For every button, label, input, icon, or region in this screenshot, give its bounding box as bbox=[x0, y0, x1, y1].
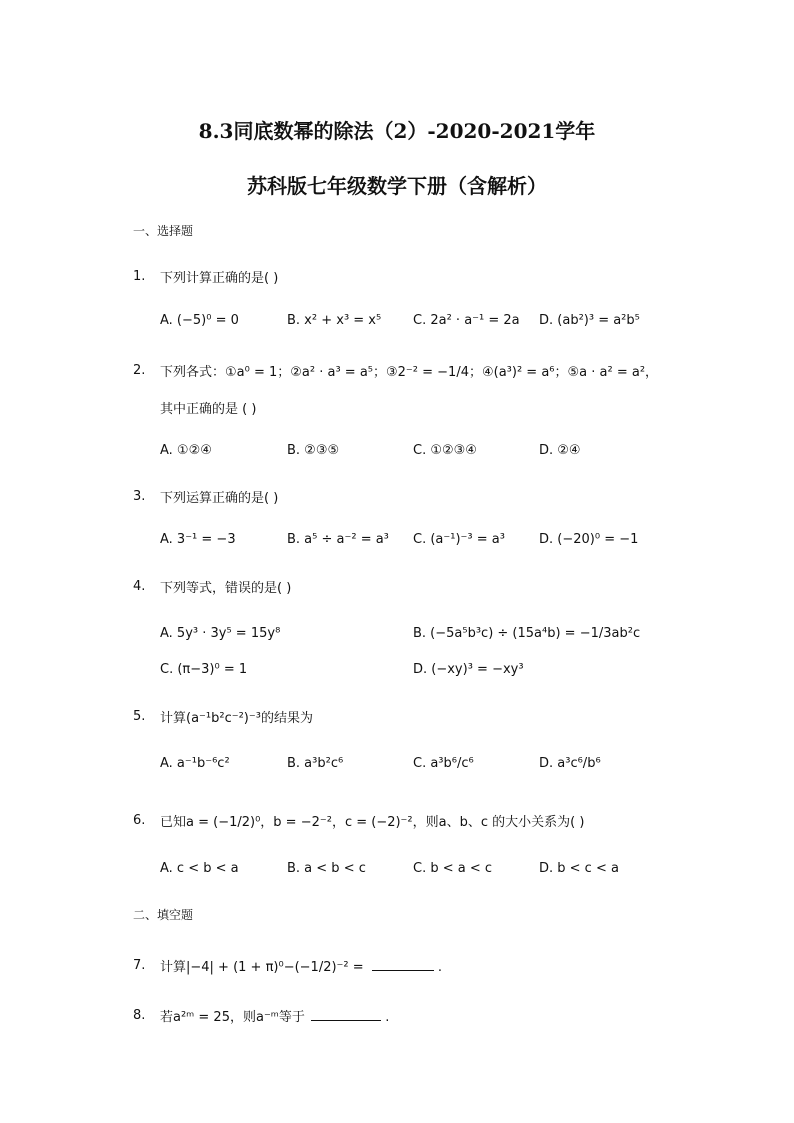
question-text: 若a²ᵐ = 25，则a⁻ᵐ等于 bbox=[160, 1010, 305, 1025]
option-b: B. ②③⑤ bbox=[287, 443, 340, 458]
option-d: D. (−20)⁰ = −1 bbox=[539, 532, 639, 547]
option-b: B. a³b²c⁶ bbox=[287, 756, 344, 771]
answer-blank bbox=[311, 1008, 381, 1021]
option-c: C. ①②③④ bbox=[413, 443, 477, 458]
option-d: D. b < c < a bbox=[539, 861, 619, 876]
option-d: D. (ab²)³ = a²b⁵ bbox=[539, 313, 640, 328]
option-c: C. a³b⁶/c⁶ bbox=[413, 756, 474, 771]
question-number: 2. bbox=[133, 363, 146, 378]
option-a: A. 3⁻¹ = −3 bbox=[160, 532, 236, 547]
option-a: A. ①②④ bbox=[160, 443, 212, 458]
option-b: B. (−5a⁵b³c) ÷ (15a⁴b) = −1/3ab²c bbox=[413, 626, 641, 641]
page-subtitle: 苏科版七年级数学下册（含解析） bbox=[247, 174, 547, 198]
question-text: 下列等式，错误的是( ) bbox=[160, 581, 292, 596]
option-c: C. 2a² · a⁻¹ = 2a bbox=[413, 313, 520, 328]
option-a: A. a⁻¹b⁻⁶c² bbox=[160, 756, 230, 771]
option-b: B. a < b < c bbox=[287, 861, 366, 876]
question-number: 6. bbox=[133, 813, 146, 828]
question-fill-row bbox=[160, 1006, 389, 1025]
question-number: 3. bbox=[133, 489, 146, 504]
question-number: 7. bbox=[133, 958, 146, 973]
question-text-continued: 其中正确的是 ( ) bbox=[160, 402, 257, 417]
question-text: 计算|−4| + (1 + π)⁰−(−1/2)⁻² = bbox=[160, 960, 364, 975]
question-tail: . bbox=[385, 1010, 390, 1025]
option-b: B. a⁵ ÷ a⁻² = a³ bbox=[287, 532, 389, 547]
option-a: A. (−5)⁰ = 0 bbox=[160, 313, 239, 328]
option-c: C. (π−3)⁰ = 1 bbox=[160, 662, 248, 677]
question-number: 1. bbox=[133, 269, 146, 284]
section-heading-choice: 一、选择题 bbox=[133, 224, 194, 238]
question-fill-row bbox=[160, 956, 442, 975]
option-b: B. x² + x³ = x⁵ bbox=[287, 313, 382, 328]
question-text: 下列各式：①a⁰ = 1；②a² · a³ = a⁵；③2⁻² = −1/4；④(a³)² = a⁶；⑤a · a² = a²， bbox=[160, 365, 659, 380]
section-heading-fill: 二、填空题 bbox=[133, 908, 194, 922]
page-title: 8.3同底数幂的除法（2）-2020-2021学年 bbox=[198, 119, 596, 143]
option-c: C. b < a < c bbox=[413, 861, 493, 876]
question-text: 下列运算正确的是( ) bbox=[160, 491, 279, 506]
question-number: 8. bbox=[133, 1008, 146, 1023]
option-d: D. ②④ bbox=[539, 443, 581, 458]
option-c: C. (a⁻¹)⁻³ = a³ bbox=[413, 532, 505, 547]
option-d: D. a³c⁶/b⁶ bbox=[539, 756, 601, 771]
question-number: 4. bbox=[133, 579, 146, 594]
question-text: 下列计算正确的是( ) bbox=[160, 271, 279, 286]
question-number: 5. bbox=[133, 709, 146, 724]
answer-blank bbox=[372, 958, 434, 971]
question-text: 计算(a⁻¹b²c⁻²)⁻³的结果为 bbox=[160, 711, 313, 726]
option-d: D. (−xy)³ = −xy³ bbox=[413, 662, 524, 677]
option-a: A. 5y³ · 3y⁵ = 15y⁸ bbox=[160, 626, 281, 641]
question-tail: . bbox=[437, 960, 443, 975]
question-text: 已知a = (−1/2)⁰，b = −2⁻²，c = (−2)⁻²，则a、b、c 的大小关系为( ) bbox=[160, 815, 585, 830]
option-a: A. c < b < a bbox=[160, 861, 239, 876]
